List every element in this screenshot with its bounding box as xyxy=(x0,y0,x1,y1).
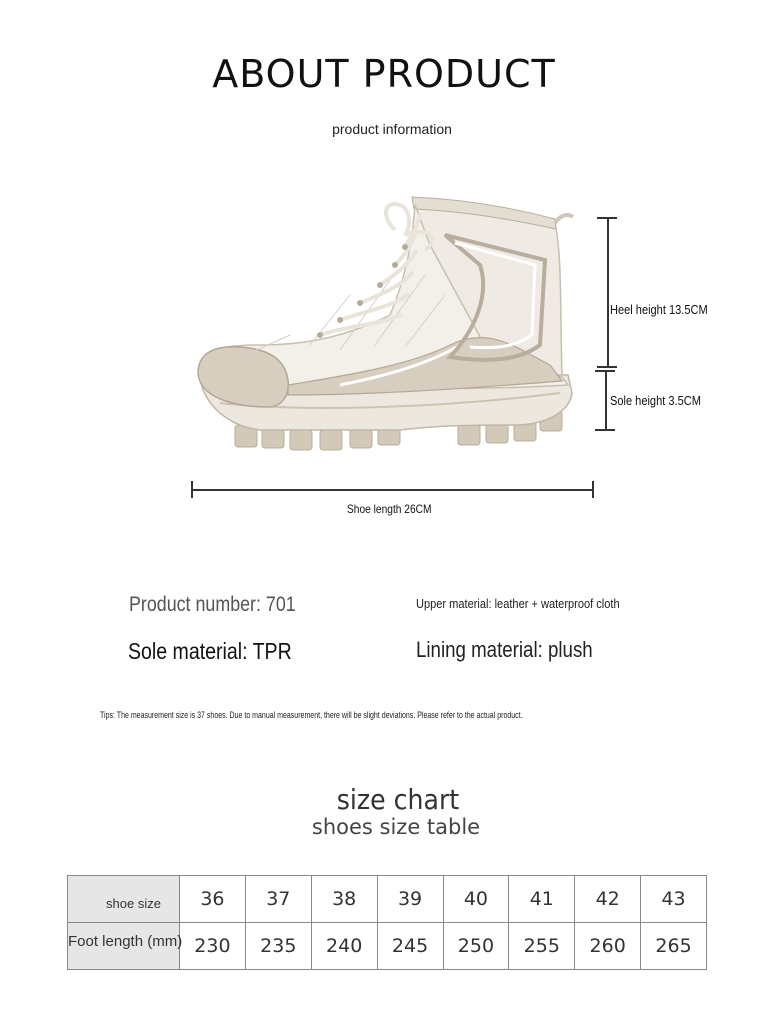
sole-height-cap-bottom xyxy=(595,429,615,431)
length-cell: 240 xyxy=(311,923,377,970)
size-cell: 37 xyxy=(245,876,311,923)
sole-height-label: Sole height 3.5CM xyxy=(610,393,701,408)
heel-height-cap-top xyxy=(597,217,617,219)
row-label-foot-length: Foot length (mm) xyxy=(68,923,180,970)
size-cell: 43 xyxy=(641,876,707,923)
size-cell: 36 xyxy=(180,876,246,923)
measurement-tips: Tips: The measurement size is 37 shoes. Due to manual measurement, there will be slight deviations. Please refer to the actual product. xyxy=(100,710,523,720)
upper-material: Upper material: leather + waterproof cloth xyxy=(416,596,620,611)
length-cell: 265 xyxy=(641,923,707,970)
sole-height-line xyxy=(605,370,607,430)
row-label-shoe-size: shoe size xyxy=(68,876,180,923)
length-cell: 255 xyxy=(509,923,575,970)
size-cell: 39 xyxy=(377,876,443,923)
size-chart-title: size chart xyxy=(336,783,460,816)
lining-material: Lining material: plush xyxy=(416,637,593,662)
length-cell: 260 xyxy=(575,923,641,970)
size-chart-subtitle: shoes size table xyxy=(311,815,481,839)
length-cell: 235 xyxy=(245,923,311,970)
table-row-foot-length xyxy=(68,923,707,970)
boot-image xyxy=(190,185,580,460)
length-cell: 230 xyxy=(180,923,246,970)
heel-height-cap-bottom xyxy=(597,366,617,368)
page-subtitle: product information xyxy=(332,121,452,137)
product-number: Product number: 701 xyxy=(129,593,296,616)
size-cell: 38 xyxy=(311,876,377,923)
heel-height-line xyxy=(607,217,609,367)
shoe-length-cap-left xyxy=(191,481,193,498)
size-cell: 42 xyxy=(575,876,641,923)
size-cell: 41 xyxy=(509,876,575,923)
page-title: ABOUT PRODUCT xyxy=(212,52,556,96)
shoe-length-line xyxy=(191,489,593,491)
size-cell: 40 xyxy=(443,876,509,923)
shoe-length-label: Shoe length 26CM xyxy=(347,502,432,516)
length-cell: 250 xyxy=(443,923,509,970)
sole-material: Sole material: TPR xyxy=(128,638,292,664)
table-row-shoe-size xyxy=(68,876,707,923)
size-table xyxy=(67,875,707,970)
heel-height-label: Heel height 13.5CM xyxy=(610,302,708,317)
shoe-length-cap-right xyxy=(592,481,594,498)
sole-height-cap-top xyxy=(595,370,615,372)
length-cell: 245 xyxy=(377,923,443,970)
